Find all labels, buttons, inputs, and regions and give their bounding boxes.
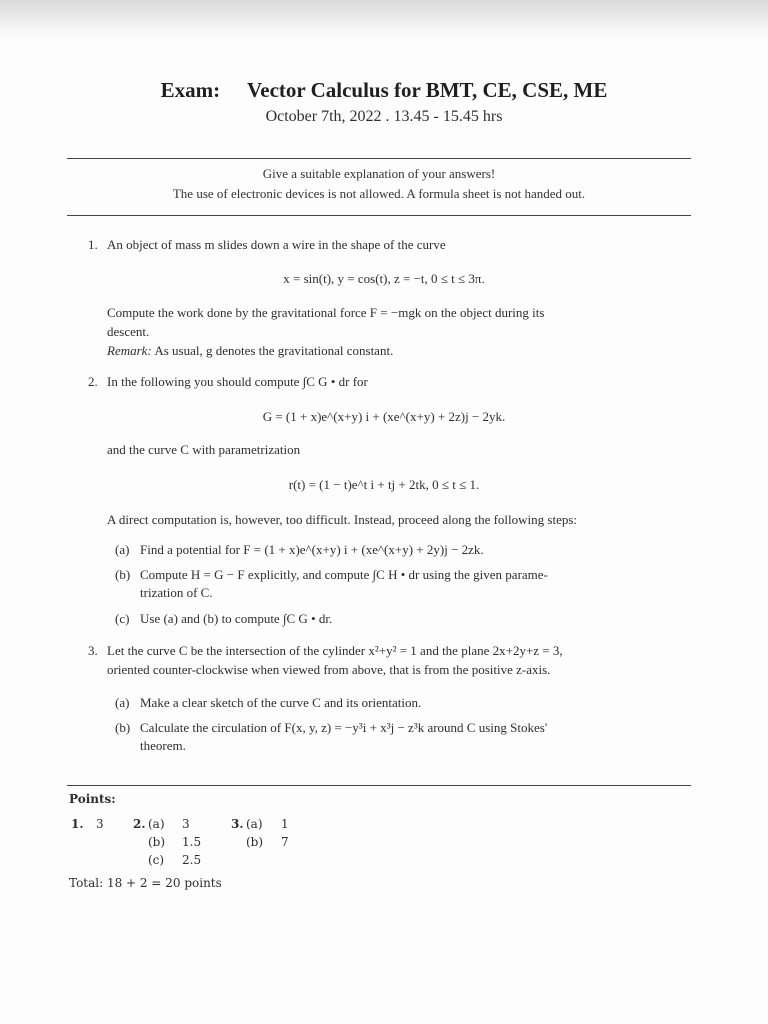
points-q3b-value: 7 <box>281 835 289 849</box>
points-total: Total: 18 + 2 = 20 points <box>69 876 222 890</box>
q2-field-equation: G = (1 + x)e^(x+y) i + (xe^(x+y) + 2z)j − 2yk. <box>262 409 506 424</box>
instruction-explain: Give a suitable explanation of your answers! <box>262 166 496 181</box>
q2b-label: (b) <box>115 567 131 582</box>
q2b-text-cont: trization of C. <box>140 585 213 600</box>
points-q3b-label: (b) <box>246 835 264 849</box>
divider-points <box>67 785 691 786</box>
q2-parametrization: r(t) = (1 − t)e^t i + tj + 2tk, 0 ≤ t ≤ 1. <box>288 477 480 492</box>
divider-instructions <box>67 215 691 216</box>
points-q2a-label: (a) <box>148 817 165 831</box>
q3-line1: Let the curve C be the intersection of the cylinder x²+y² = 1 and the plane 2x+2y+z = 3, <box>107 643 563 658</box>
exam-title <box>0 78 768 103</box>
q1-number: 1. <box>88 237 98 252</box>
points-q1-value: 3 <box>96 817 104 831</box>
q3b-text-cont: theorem. <box>140 738 186 753</box>
q2-number: 2. <box>88 374 98 389</box>
q1-remark <box>107 343 393 359</box>
points-q2b-value: 1.5 <box>182 835 202 849</box>
q1-task-line2: descent. <box>107 324 150 339</box>
q1-remark-label: Remark: <box>107 343 152 358</box>
q2c-label: (c) <box>115 611 130 626</box>
instruction-devices: The use of electronic devices is not allowed. A formula sheet is not handed out. <box>172 186 586 201</box>
q1-curve-equation: x = sin(t), y = cos(t), z = −t, 0 ≤ t ≤ 3π. <box>283 271 485 286</box>
points-q3a-value: 1 <box>281 817 289 831</box>
q2c-text: Use (a) and (b) to compute ∫C G • dr. <box>140 611 333 626</box>
points-title: Points: <box>69 792 116 806</box>
q2a-text: Find a potential for F = (1 + x)e^(x+y) i + (xe^(x+y) + 2y)j − 2zk. <box>140 542 484 557</box>
points-q2c-label: (c) <box>148 853 165 867</box>
divider-top <box>67 158 691 159</box>
q1-intro: An object of mass m slides down a wire in the shape of the curve <box>107 237 446 252</box>
q2b-text: Compute H = G − F explicitly, and compute ∫C H • dr using the given parame- <box>140 567 548 582</box>
exam-label: Exam: <box>160 78 221 102</box>
points-q1-label: 1. <box>71 817 84 831</box>
q3-number: 3. <box>88 643 98 658</box>
course-name: Vector Calculus for BMT, CE, CSE, ME <box>247 78 608 102</box>
q2-steps-intro: A direct computation is, however, too difficult. Instead, proceed along the following steps: <box>107 512 578 527</box>
points-q2a-value: 3 <box>182 817 190 831</box>
points-q2c-value: 2.5 <box>182 853 202 867</box>
q2a-label: (a) <box>115 542 130 557</box>
q3b-text: Calculate the circulation of F(x, y, z) = −y³i + x³j − z³k around C using Stokes' <box>140 720 548 735</box>
points-q3-label: 3. <box>231 817 244 831</box>
q2-intro: In the following you should compute ∫C G • dr for <box>107 374 368 389</box>
points-q2-label: 2. <box>133 817 146 831</box>
q3a-label: (a) <box>115 695 130 710</box>
q3-line2: oriented counter-clockwise when viewed from above, that is from the positive z-axis. <box>107 662 551 677</box>
q2-curve-intro: and the curve C with parametrization <box>107 442 301 457</box>
q3a-text: Make a clear sketch of the curve C and its orientation. <box>140 695 422 710</box>
q3b-label: (b) <box>115 720 131 735</box>
points-q2b-label: (b) <box>148 835 166 849</box>
points-q3a-label: (a) <box>246 817 263 831</box>
exam-date-time: October 7th, 2022 . 13.45 - 15.45 hrs <box>265 108 503 125</box>
q1-remark-text: As usual, g denotes the gravitational constant. <box>154 343 394 358</box>
q1-task-line1: Compute the work done by the gravitational force F = −mgk on the object during its <box>107 305 545 320</box>
